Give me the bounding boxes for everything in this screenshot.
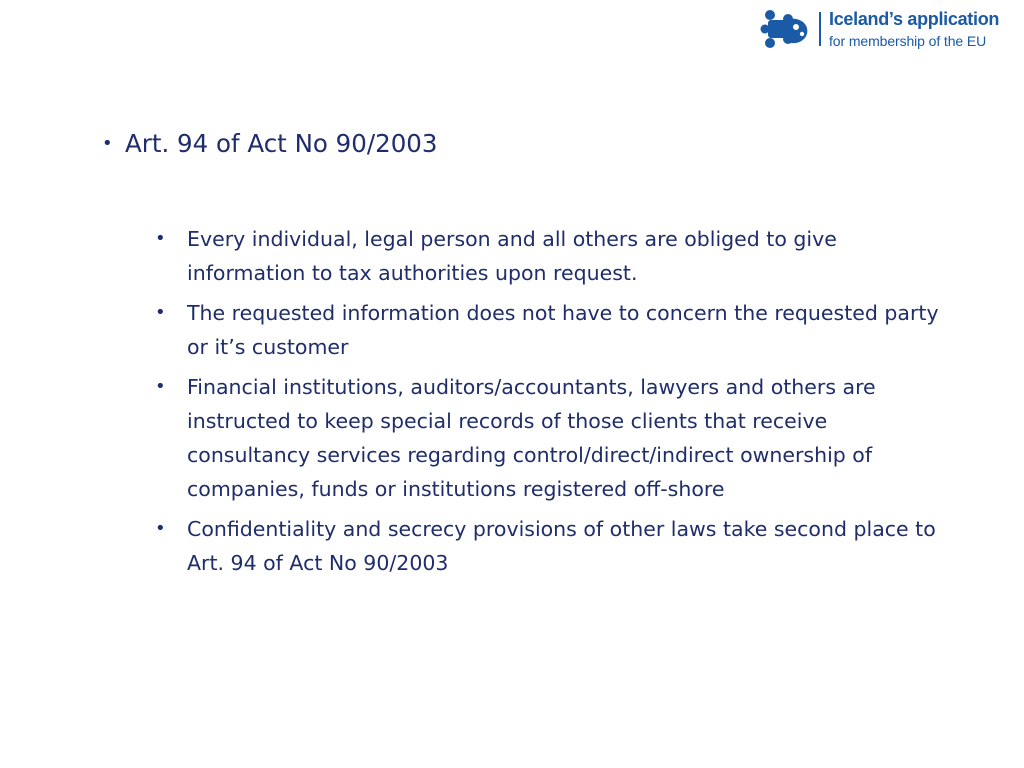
sub-bullet-text: Every individual, legal person and all others are obliged to give information to tax authorities upon request.	[187, 227, 837, 285]
bullet-dot-icon: •	[155, 228, 166, 249]
bullet-dot-icon: •	[155, 518, 166, 539]
sub-bullet-list	[155, 222, 955, 586]
sub-bullet-text: The requested information does not have to concern the requested party or it’s customer	[187, 301, 939, 359]
sub-bullet-item	[155, 222, 955, 290]
sub-bullet-text: Confidentiality and secrecy provisions of other laws take second place to Art. 94 of Act No 90/2003	[187, 517, 936, 575]
logo-subtitle: for membership of the EU	[829, 33, 987, 49]
logo-title: Iceland’s application	[829, 9, 1000, 29]
bullet-dot-icon: •	[102, 133, 113, 154]
main-bullet-text: Art. 94 of Act No 90/2003	[125, 129, 438, 158]
bullet-dot-icon: •	[155, 376, 166, 397]
bullet-dot-icon: •	[155, 302, 166, 323]
sub-bullet-item	[155, 370, 955, 506]
sub-bullet-item	[155, 296, 955, 364]
sub-bullet-item	[155, 512, 955, 580]
sub-bullet-text: Financial institutions, auditors/accountants, lawyers and others are instructed to keep special records of those clients that receive consultancy services regarding control/direct/indirect ownership of companies, funds or institutions registered off-shore	[187, 375, 876, 501]
